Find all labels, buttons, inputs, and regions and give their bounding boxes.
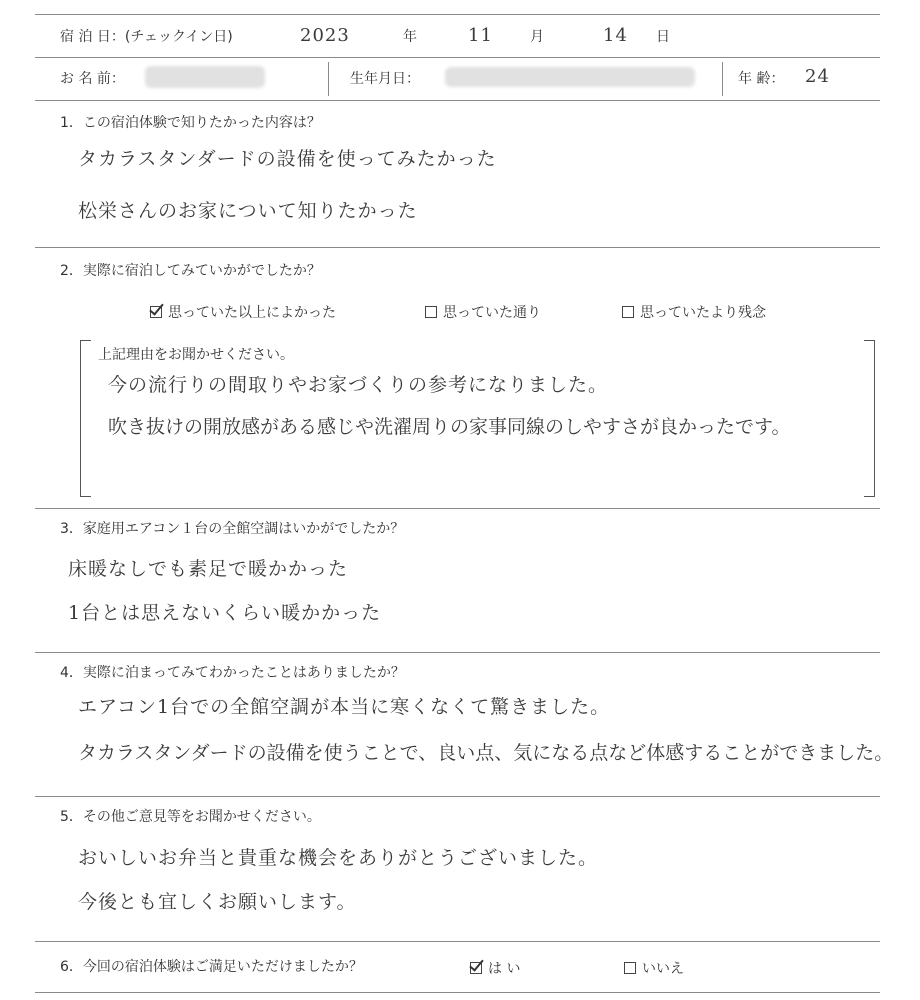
age-value: 24 — [805, 66, 830, 87]
q3-answer-1: 床暖なしでも素足で暖かかった — [68, 558, 349, 580]
rule-q5 — [35, 941, 880, 942]
rule-q1 — [35, 247, 880, 248]
bracket-right — [864, 340, 875, 497]
year-label: 年 — [403, 29, 417, 45]
birth-label: 生年月日： — [350, 71, 420, 87]
q4-answer-1: エアコン1台での全館空調が本当に寒くなくて驚きました。 — [78, 696, 611, 718]
rule-q4 — [35, 796, 880, 797]
q6-option-yes[interactable] — [470, 958, 520, 978]
reason-label: 上記理由をお聞かせください。 — [98, 347, 294, 363]
name-redacted — [145, 66, 265, 88]
day-value: 14 — [603, 25, 628, 46]
name-label: お 名 前： — [60, 71, 125, 87]
q3-question: 3．家庭用エアコン１台の全館空調はいかがでしたか？ — [60, 521, 405, 537]
reason-line-1: 今の流行りの間取りやお家づくりの参考になりました。 — [108, 374, 609, 396]
q1-answer-1: タカラスタンダードの設備を使ってみたかった — [78, 148, 497, 170]
q6-option-no-label: いいえ — [642, 961, 684, 977]
rule-q2 — [35, 508, 880, 509]
q2-question: 2．実際に宿泊してみていかがでしたか？ — [60, 263, 321, 279]
q5-answer-2: 今後とも宜しくお願いします。 — [78, 891, 357, 913]
birth-redacted — [445, 67, 695, 87]
year-value: 2023 — [300, 25, 350, 46]
rule-bottom — [35, 992, 880, 993]
checkbox-checked-icon[interactable] — [150, 306, 162, 318]
reason-line-2: 吹き抜けの開放感がある感じや洗濯周りの家事同線のしやすさが良かったです。 — [108, 416, 791, 438]
age-label: 年 齢： — [738, 71, 785, 87]
month-value: 11 — [468, 25, 493, 46]
q5-question: 5．その他ご意見等をお聞かせください。 — [60, 809, 321, 825]
q2-option-disappointing-label: 思っていたより残念 — [640, 305, 766, 321]
rule-header-bottom — [35, 100, 880, 101]
q2-option-better-label: 思っていた以上によかった — [168, 305, 336, 321]
checkbox-icon[interactable] — [624, 962, 636, 974]
q2-option-disappointing[interactable] — [622, 302, 766, 322]
q4-answer-2: タカラスタンダードの設備を使うことで、良い点、気になる点など体感することができました。 — [78, 742, 894, 764]
q5-answer-1: おいしいお弁当と貴重な機会をありがとうございました。 — [78, 847, 599, 869]
checkbox-icon[interactable] — [622, 306, 634, 318]
day-label: 日 — [656, 29, 670, 45]
q4-question: 4．実際に泊まってみてわかったことはありましたか？ — [60, 665, 405, 681]
checkbox-icon[interactable] — [425, 306, 437, 318]
q6-option-no[interactable] — [624, 958, 684, 978]
q2-option-better[interactable] — [150, 302, 336, 322]
q2-option-as-expected-label: 思っていた通り — [443, 305, 541, 321]
rule-top — [35, 14, 880, 15]
q2-option-as-expected[interactable] — [425, 302, 541, 322]
bracket-left — [80, 340, 91, 497]
divider-birth-age — [722, 62, 723, 96]
divider-name-birth — [328, 62, 329, 96]
q6-question: 6．今回の宿泊体験はご満足いただけましたか？ — [60, 959, 363, 975]
rule-q3 — [35, 652, 880, 653]
stay-date-label: 宿 泊 日：(チェックイン日) — [60, 29, 233, 45]
checkbox-checked-icon[interactable] — [470, 962, 482, 974]
q6-option-yes-label: は い — [488, 961, 521, 977]
q1-question: 1．この宿泊体験で知りたかった内容は？ — [60, 115, 321, 131]
rule-header-mid — [35, 57, 880, 58]
q1-answer-2: 松栄さんのお家について知りたかった — [78, 200, 418, 222]
month-label: 月 — [530, 29, 544, 45]
q3-answer-2: 1台とは思えないくらい暖かかった — [68, 602, 382, 624]
